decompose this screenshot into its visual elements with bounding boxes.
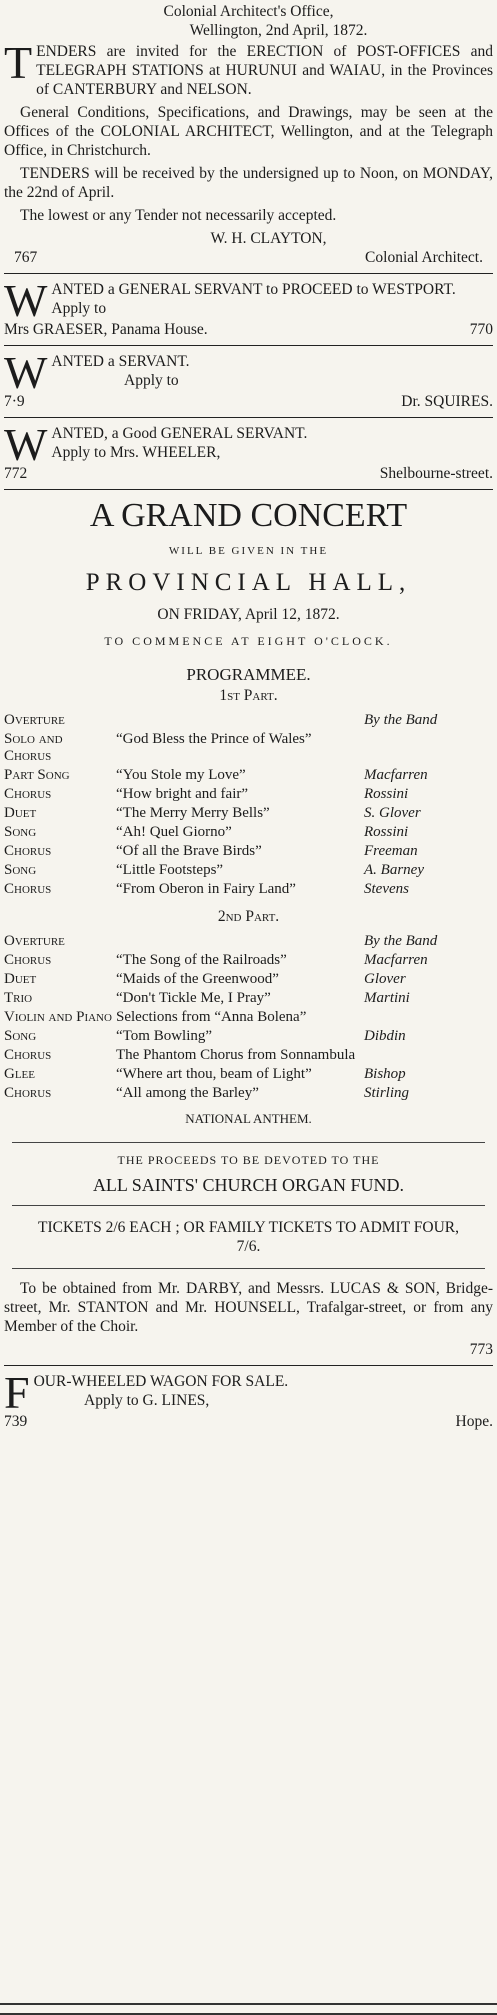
programme-item-composer: Dibdin bbox=[364, 1028, 406, 1044]
programme-row bbox=[4, 932, 493, 951]
ad-number: 7·9 bbox=[4, 393, 25, 410]
programme-item-composer: Stevens bbox=[364, 881, 409, 897]
programme-item-type: Solo and Chorus bbox=[4, 731, 63, 764]
programme-item-composer bbox=[356, 1046, 493, 1065]
place-date: Wellington, 2nd April, 1872. bbox=[189, 22, 368, 39]
wanted-servant-squires-ad bbox=[4, 347, 493, 411]
concert-title: A GRAND CONCERT bbox=[89, 497, 408, 534]
programme-item-composer: Rossini bbox=[364, 786, 409, 802]
tender-advertisement bbox=[4, 0, 493, 267]
ad-line-2: Apply to G. LINES, bbox=[84, 1392, 210, 1409]
programme-row bbox=[4, 1084, 493, 1103]
concert-date: ON FRIDAY, April 12, 1872. bbox=[157, 606, 340, 623]
ad-line-1: ANTED a SERVANT. bbox=[51, 353, 190, 370]
programme-item-composer bbox=[356, 730, 493, 766]
concert-given: WILL BE GIVEN IN THE bbox=[168, 545, 329, 557]
programme-item-composer: Freeman bbox=[364, 843, 418, 859]
programme-item-composer: By the Band bbox=[364, 712, 438, 728]
ad-line-2: Apply to bbox=[124, 372, 179, 389]
bottom-border bbox=[0, 2003, 497, 2015]
ad-street: Shelbourne-street. bbox=[379, 465, 493, 482]
divider bbox=[4, 1365, 493, 1366]
programme-row bbox=[4, 951, 493, 970]
programme-row bbox=[4, 804, 493, 823]
programme-item-title: “All among the Barley” bbox=[116, 1085, 259, 1101]
ad-line-1: OUR-WHEELED WAGON FOR SALE. bbox=[33, 1373, 289, 1390]
programme-row bbox=[4, 970, 493, 989]
obtain-paragraph: To be obtained from Mr. DARBY, and Messrs. LUCAS & SON, Bridge-street, Mr. STANTON and Mr. HOUNSELL, Trafalgar-street, or from any Member of the Choir. bbox=[4, 1280, 493, 1335]
programme-row bbox=[4, 711, 493, 730]
part2-label: 2nd Part. bbox=[217, 908, 280, 925]
wagon-for-sale-ad bbox=[4, 1367, 493, 1431]
programme-item-type: Trio bbox=[4, 990, 33, 1006]
part1-label: 1st Part. bbox=[219, 687, 278, 704]
programme-row bbox=[4, 1008, 493, 1027]
programme-item-composer: Macfarren bbox=[364, 767, 428, 783]
programme-heading: PROGRAMMEE. bbox=[186, 665, 311, 684]
ad-number: 767 bbox=[14, 249, 38, 266]
programme-item-type: Overture bbox=[4, 933, 65, 949]
programme-item-type: Part Song bbox=[4, 767, 70, 783]
divider bbox=[12, 1142, 485, 1143]
programme-item-type: Violin and Piano bbox=[4, 1009, 112, 1025]
ad-line-1: ANTED a GENERAL SERVANT to PROCEED to WESTPORT. Apply to bbox=[51, 281, 456, 317]
ad-number: 772 bbox=[4, 465, 28, 482]
programme-item-composer: Stirling bbox=[364, 1085, 410, 1101]
programme-row bbox=[4, 1065, 493, 1084]
programme-item-type: Chorus bbox=[4, 952, 52, 968]
programme-item-composer: Rossini bbox=[364, 824, 409, 840]
programme-item-type: Chorus bbox=[4, 1047, 52, 1063]
programme-item-title: “Little Footsteps” bbox=[116, 862, 224, 878]
dropcap-letter: W bbox=[4, 275, 48, 326]
dropcap-letter: W bbox=[4, 419, 48, 470]
programme-item-type: Glee bbox=[4, 1066, 35, 1082]
programme-item-title: “How bright and fair” bbox=[116, 786, 249, 802]
national-anthem: NATIONAL ANTHEM. bbox=[185, 1111, 312, 1126]
programme-row bbox=[4, 785, 493, 804]
tender-paragraph-4: The lowest or any Tender not necessarily accepted. bbox=[20, 207, 337, 224]
programme-item-type: Song bbox=[4, 824, 37, 840]
tender-paragraph-1: ENDERS are invited for the ERECTION of POST-OFFICES and TELEGRAPH STATIONS at HURUNUI and WAIAU, in the Provinces of CANTERBURY and NELSON. bbox=[36, 43, 493, 98]
divider bbox=[12, 1205, 485, 1206]
ad-name: Dr. SQUIRES. bbox=[401, 393, 493, 410]
dropcap-letter: W bbox=[4, 347, 48, 398]
programme-row bbox=[4, 842, 493, 861]
programme-item-type: Duet bbox=[4, 971, 37, 987]
programme-item-title: “From Oberon in Fairy Land” bbox=[116, 881, 296, 897]
ad-line-1: ANTED, a Good GENERAL SERVANT. bbox=[51, 425, 308, 442]
programme-item-title: “Ah! Quel Giorno” bbox=[116, 824, 232, 840]
ad-number: 773 bbox=[469, 1341, 493, 1358]
programme-item-type: Overture bbox=[4, 712, 65, 728]
programme-item-type: Duet bbox=[4, 805, 37, 821]
divider bbox=[12, 1268, 485, 1269]
programme-item-composer: A. Barney bbox=[364, 862, 424, 878]
programme-item-type: Song bbox=[4, 862, 37, 878]
divider bbox=[4, 489, 493, 490]
concert-time: TO COMMENCE AT EIGHT O'CLOCK. bbox=[104, 634, 393, 648]
organ-fund: ALL SAINTS' CHURCH ORGAN FUND. bbox=[92, 1175, 405, 1195]
programme-item-composer: Martini bbox=[364, 990, 410, 1006]
tender-paragraph-2: General Conditions, Specifications, and Drawings, may be seen at the Offices of the COLONIAL ARCHITECT, Wellington, and at the Telegraph Office, in Christchurch. bbox=[4, 104, 493, 159]
programme-item-title: “Where art thou, beam of Light” bbox=[116, 1066, 312, 1082]
programme-item-composer bbox=[356, 1008, 493, 1027]
wanted-servant-westport-ad bbox=[4, 275, 493, 339]
programme-item-type: Chorus bbox=[4, 881, 52, 897]
ad-line-2: Mrs GRAESER, Panama House. bbox=[4, 321, 208, 338]
programme-item-type: Chorus bbox=[4, 843, 52, 859]
concert-hall: PROVINCIAL HALL, bbox=[85, 569, 412, 596]
programme-item-title: “The Song of the Railroads” bbox=[116, 952, 287, 968]
ad-line-2: Apply to Mrs. WHEELER, bbox=[51, 444, 221, 461]
programme-row bbox=[4, 1027, 493, 1046]
divider bbox=[4, 417, 493, 418]
programme-part-1 bbox=[4, 711, 493, 899]
signer-title: Colonial Architect. bbox=[365, 249, 483, 266]
ad-number: 739 bbox=[4, 1413, 28, 1430]
programme-row bbox=[4, 730, 493, 766]
dropcap-letter: T bbox=[4, 37, 33, 88]
programme-item-title: “God Bless the Prince of Wales” bbox=[116, 731, 312, 747]
ad-number: 770 bbox=[469, 321, 493, 338]
tender-paragraph-3: TENDERS will be received by the undersigned up to Noon, on MONDAY, the 22nd of April. bbox=[4, 165, 493, 201]
programme-row bbox=[4, 823, 493, 842]
divider bbox=[4, 345, 493, 346]
programme-item-title: Selections from “Anna Bolena” bbox=[116, 1009, 307, 1025]
programme-row bbox=[4, 766, 493, 785]
ad-place: Hope. bbox=[455, 1413, 493, 1430]
programme-item-type: Chorus bbox=[4, 1085, 52, 1101]
programme-item-title: The Phantom Chorus from Sonnambula bbox=[116, 1047, 356, 1063]
programme-item-type: Chorus bbox=[4, 786, 52, 802]
programme-item-title: “Of all the Brave Birds” bbox=[116, 843, 262, 859]
programme-item-title: “Tom Bowling” bbox=[116, 1028, 213, 1044]
divider bbox=[4, 273, 493, 274]
programme-item-title: “Don't Tickle Me, I Pray” bbox=[116, 990, 271, 1006]
programme-item-composer: Glover bbox=[364, 971, 406, 987]
dropcap-letter: F bbox=[4, 1367, 30, 1418]
programme-item-title: “Maids of the Greenwood” bbox=[116, 971, 279, 987]
programme-item-title bbox=[112, 932, 356, 951]
programme-row bbox=[4, 861, 493, 880]
programme-part-2 bbox=[4, 932, 493, 1103]
office-heading: Colonial Architect's Office, bbox=[163, 3, 334, 20]
programme-row bbox=[4, 989, 493, 1008]
tickets-line: TICKETS 2/6 EACH ; OR FAMILY TICKETS TO ADMIT FOUR, 7/6. bbox=[38, 1219, 459, 1255]
programme-item-composer: Bishop bbox=[364, 1066, 406, 1082]
programme-item-composer: By the Band bbox=[364, 933, 438, 949]
programme-item-composer: S. Glover bbox=[364, 805, 421, 821]
wanted-servant-wheeler-ad bbox=[4, 419, 493, 483]
programme-item-title bbox=[112, 711, 356, 730]
programme-item-composer: Macfarren bbox=[364, 952, 428, 968]
programme-item-title: “You Stole my Love” bbox=[116, 767, 246, 783]
signer-name: W. H. CLAYTON, bbox=[210, 230, 327, 247]
programme-item-title: “The Merry Merry Bells” bbox=[116, 805, 270, 821]
programme-row bbox=[4, 1046, 493, 1065]
programme-item-type: Song bbox=[4, 1028, 37, 1044]
programme-row bbox=[4, 880, 493, 899]
proceeds-line: THE PROCEEDS TO BE DEVOTED TO THE bbox=[117, 1153, 380, 1167]
grand-concert-ad bbox=[4, 496, 493, 1359]
